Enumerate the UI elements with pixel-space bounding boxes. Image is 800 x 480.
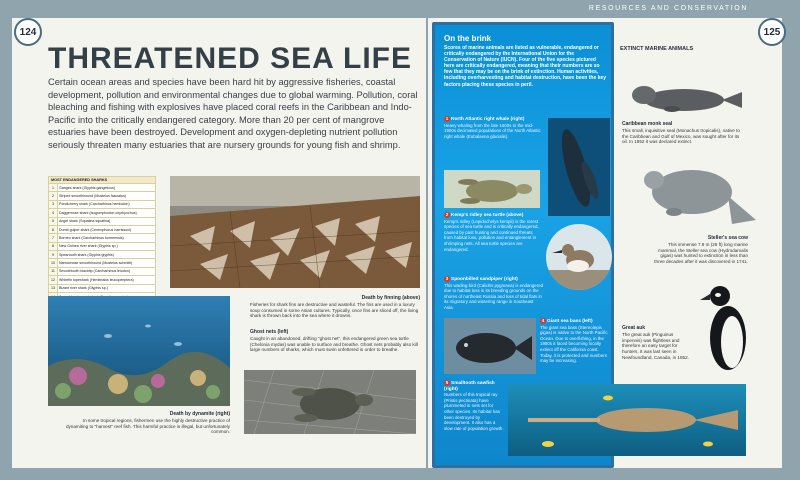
- table-row: [49, 184, 156, 192]
- row-number: 9: [49, 251, 58, 259]
- species-title: Spoonbilled sandpiper (right): [451, 277, 518, 282]
- shark-name: Bizant river shark (Glyphis sp.): [58, 284, 156, 292]
- row-number: 10: [49, 259, 58, 267]
- page-title: THREATENED SEA LIFE: [48, 42, 413, 75]
- extinct-caption-text: This small, inquisitive seal (Monachus tropicalis), native to the Caribbean and Gulf of Mexico, was sought after for its oil. In 1952 it was declared extinct.: [622, 127, 740, 145]
- species-caption: [444, 380, 504, 431]
- extinct-caption-title: Steller's sea cow: [707, 235, 748, 241]
- extinct-caption-text: The great auk (Pinguinus impennis) was flightless and therefore an easy target for hunters. It was last seen in Newfoundland, Canada, in 1852.: [622, 331, 689, 360]
- extinct-caption: [650, 236, 748, 265]
- shark-fins-photo: [170, 176, 420, 288]
- coral-reef-photo: [48, 296, 230, 406]
- shark-name: Ganges shark (Glyphis gangeticus): [58, 184, 156, 192]
- shark-name: New Guinea river shark (Glyphis sp.): [58, 242, 156, 250]
- species-text: The giant sea bass (Stereolepis gigas) is native to the North Pacific Ocean. Due to overfishing, in the 1980s it faced becoming locally extinct off the California coast. Today, it is protected and numbers may be increasing.: [540, 324, 608, 364]
- table-row: [49, 217, 156, 225]
- dynamite-caption: [60, 412, 230, 435]
- panel-intro: Scores of marine animals are listed as vulnerable, endangered or critically endangered by the International Union for the Conservation of Nature (IUCN). Four of the five species pictured here are critically endangered, meaning that their numbers are so few that they may be on the brink of extinction. Human activities, including overharvesting and habitat destruction, have been the key factors placing these species in peril.: [444, 45, 606, 88]
- species-number-badge: 3: [445, 276, 449, 281]
- species-number-badge: 1: [445, 116, 449, 121]
- right-whale-photo: [548, 118, 610, 216]
- table-row: [49, 234, 156, 242]
- table-row: [49, 251, 156, 259]
- row-number: 12: [49, 276, 58, 284]
- kemps-ridley-turtle-photo: [444, 170, 540, 208]
- great-auk-image: [696, 280, 758, 378]
- finning-caption-title: Death by finning (above): [361, 295, 420, 301]
- shark-name: Smoothtooth blacktip (Carcharhinus leiodon): [58, 267, 156, 275]
- monk-seal-image: [626, 78, 746, 116]
- right-page-number: 125: [758, 18, 786, 46]
- row-number: 8: [49, 242, 58, 250]
- species-title: Kemp's ridley sea turtle (above): [451, 213, 524, 218]
- table-row: [49, 259, 156, 267]
- row-number: 3: [49, 200, 58, 208]
- species-caption-title: [444, 116, 544, 123]
- species-text: Numbers of this tropical ray (Pristis pectinata) have plummeted in nets set for other species. Its habitat has been destroyed by development. It also has a slow rate of population growth.: [444, 392, 504, 431]
- shark-name: Pondicherry shark (Carcharhinus hemiodon): [58, 200, 156, 208]
- species-number-badge: 5: [445, 380, 449, 385]
- species-caption: [444, 116, 544, 139]
- species-number-badge: 2: [445, 212, 449, 217]
- extinct-caption: [622, 122, 742, 145]
- shark-name: Whitefin topeshark (Hemitriakis leucoperiptera): [58, 276, 156, 284]
- table-row: [49, 267, 156, 275]
- ghost-nets-caption-text: Caught in an abandoned, drifting "ghost net", this endangered green sea turtle (Chelonia mydas) was unable to surface and breathe. Ghost nets probably also kill large numbers of sharks, which must swim unfettered in order to breathe.: [250, 335, 418, 353]
- panel-title: On the brink: [444, 34, 492, 43]
- spoonbilled-sandpiper-photo: [546, 224, 612, 290]
- table-row: [49, 225, 156, 233]
- extinct-caption: [622, 326, 694, 361]
- species-caption-title: [540, 318, 610, 325]
- intro-paragraph: Certain ocean areas and species have been hard hit by aggressive fisheries, coastal development, pollution and environmental changes due to global warming. Pollution, coral bleaching and fishing with explosives have placed coral reefs in the Caribbean and Indo-Pacific into the critically endangered category. More than 20 per cent of mangrove estuaries have been destroyed. Development and oxygen-depleting nutrient pollution seriously threaten many estuaries that are nursery grounds for young fish and shrimp.: [48, 77, 418, 150]
- shark-name: Narrownose smoothhound (Mustelus schmitti): [58, 259, 156, 267]
- shark-name: Angel shark (Squatina squatina): [58, 217, 156, 225]
- row-number: 7: [49, 234, 58, 242]
- extinct-caption-title: Caribbean monk seal: [622, 121, 673, 127]
- table-row: [49, 192, 156, 200]
- finning-caption: [250, 296, 420, 319]
- table-row: [49, 242, 156, 250]
- species-caption-title: [444, 276, 544, 283]
- finning-caption-text: Fisheries for shark fins are destructive and wasteful. The fins are used in a luxury soup consumed in some Asian cultures. Typically, once fins are sliced off, the living shark is thrown back into the sea where it drowns.: [250, 301, 419, 319]
- extinct-caption-title: Great auk: [622, 325, 646, 331]
- species-text: Kemp's ridley (Lepidochelys kempii) is the rarest species of sea turtle and is critically endangered, caused by past hunting and continued threats from habitat loss, pollution and entanglement in shrimping nets. All sea turtle species are endangered.: [444, 218, 539, 252]
- endangered-sharks-table: [48, 176, 156, 310]
- table-header: MOST ENDANGERED SHARKS: [49, 177, 156, 184]
- shark-name: Speartooth shark (Glyphis glyphis): [58, 251, 156, 259]
- species-text: This wading bird (Calidris pygmaea) is endangered due to habitat loss in its breeding grounds on the shores of northeast Russia and loss of tidal flats in its migratory and wintering range in Southeast Asia.: [444, 282, 544, 310]
- table-row: [49, 209, 156, 217]
- row-number: 4: [49, 209, 58, 217]
- table-row: [49, 284, 156, 292]
- species-caption: [540, 318, 610, 364]
- shark-name: Daggernose shark (Isogomphodon oxyrhynchus): [58, 209, 156, 217]
- species-caption-title: [444, 212, 542, 219]
- section-header: RESOURCES AND CONSERVATION: [588, 5, 748, 12]
- table-row: [49, 276, 156, 284]
- species-number-badge: 4: [541, 318, 545, 323]
- species-caption: [444, 212, 542, 252]
- species-text: Heavy whaling from the late 1600s to the mid-1900s decimated populations of the North Atlantic right whale (Eubalaena glacialis).: [444, 122, 541, 139]
- smalltooth-sawfish-photo: [508, 384, 746, 456]
- row-number: 6: [49, 225, 58, 233]
- row-number: 13: [49, 284, 58, 292]
- species-caption-title: [444, 380, 504, 392]
- giant-sea-bass-photo: [444, 318, 536, 374]
- stellers-sea-cow-image: [640, 160, 760, 230]
- species-title: Smalltooth sawfish (right): [444, 381, 495, 392]
- row-number: 5: [49, 217, 58, 225]
- ghost-nets-caption-title: Ghost nets (left): [250, 329, 289, 335]
- ghost-net-turtle-photo: [244, 370, 416, 434]
- shark-name: Striped smoothhound (Mustelus fasciatus): [58, 192, 156, 200]
- table-row: [49, 200, 156, 208]
- species-title: North Atlantic right whale (right): [451, 117, 525, 122]
- row-number: 11: [49, 267, 58, 275]
- extinct-header: EXTINCT MARINE ANIMALS: [620, 46, 694, 52]
- ghost-nets-caption: [250, 330, 422, 353]
- shark-name: Borneo shark (Carcharhinus borneensis): [58, 234, 156, 242]
- shark-name: Dumb gulper shark (Centrophorus harrissoni): [58, 225, 156, 233]
- species-title: Giant sea bass (left): [547, 319, 593, 324]
- dynamite-caption-title: Death by dynamite (right): [169, 411, 230, 417]
- row-number: 1: [49, 184, 58, 192]
- extinct-caption-text: This immense 7.9 m (26 ft) long marine mammal, the Steller sea cow (Hydrodamalis gigas) was hunted to extinction in less than three decades after it was discovered in 1741.: [654, 241, 748, 265]
- left-page-number: 124: [14, 18, 42, 46]
- dynamite-caption-text: In some tropical regions, fishermen use the highly destructive practice of dynamiting to "harvest" reef fish. This harmful practice is illegal, but unfortunately common.: [65, 417, 230, 435]
- species-caption: [444, 276, 544, 311]
- row-number: 2: [49, 192, 58, 200]
